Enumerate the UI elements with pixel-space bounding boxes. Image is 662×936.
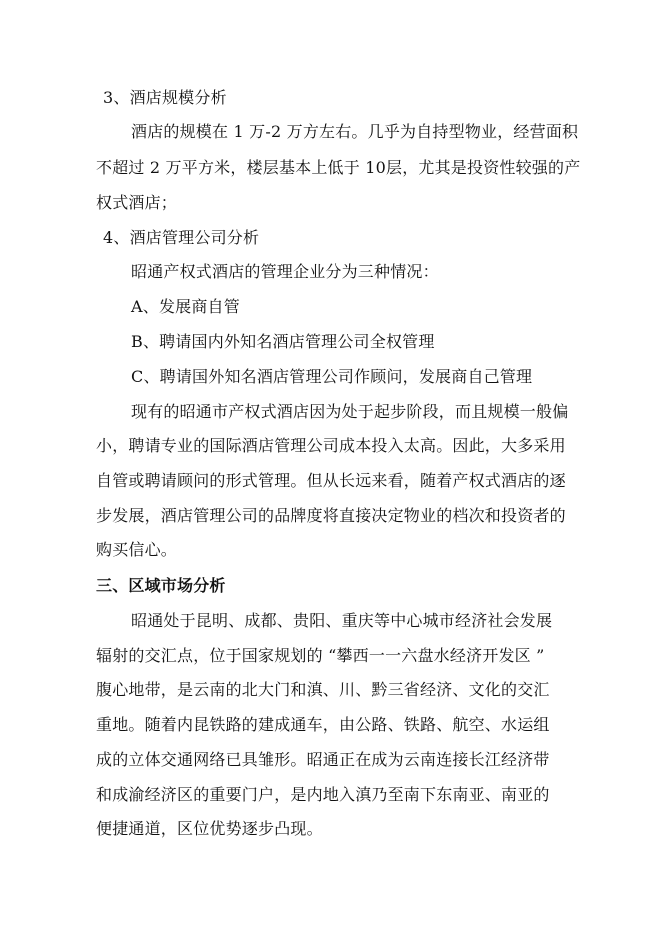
paragraph-line: 昭通处于昆明、成都、贵阳、重庆等中心城市经济社会发展 [131,611,553,630]
paragraph-line: 购买信心。 [96,540,178,559]
paragraph-line: 现有的昭通市产权式酒店因为处于起步阶段，而且规模一般偏 [131,402,569,421]
paragraph-line: 酒店的规模在 1 万-2 万方左右。几乎为自持型物业，经营面积 [131,122,579,141]
paragraph-line: 昭通产权式酒店的管理企业分为三种情况： [131,262,439,281]
heading-hotel-scale: 3、酒店规模分析 [103,88,227,107]
paragraph-line: 步发展，酒店管理公司的品牌度将直接决定物业的档次和投资者的 [96,506,566,525]
paragraph-line: 辐射的交汇点，位于国家规划的 “攀西一一六盘水经济开发区 ” [96,646,545,665]
paragraph-line: 小，聘请专业的国际酒店管理公司成本投入太高。因此，大多采用 [96,436,566,455]
paragraph-line: 成的立体交通网络已具雏形。昭通正在成为云南连接长江经济带 [96,750,550,769]
list-item: A、发展商自管 [131,297,240,316]
heading-hotel-management: 4、酒店管理公司分析 [103,228,260,247]
paragraph-line: 自管或聘请顾问的形式管理。但从长远来看，随着产权式酒店的逐 [96,471,566,490]
paragraph-line: 便捷通道，区位优势逐步凸现。 [96,819,323,838]
paragraph-line: 和成渝经济区的重要门户，是内地入滇乃至南下东南亚、南亚的 [96,785,550,804]
section-heading: 三、区域市场分析 [96,576,226,595]
list-item: C、聘请国外知名酒店管理公司作顾问，发展商自己管理 [131,367,533,386]
list-item: B、聘请国内外知名酒店管理公司全权管理 [131,332,435,351]
paragraph-line: 腹心地带，是云南的北大门和滇、川、黔三省经济、文化的交汇 [96,680,550,699]
paragraph-line: 不超过 2 万平方米，楼层基本上低于 10层，尤其是投资性较强的产 [96,158,581,177]
paragraph-line: 权式酒店； [96,193,178,212]
paragraph-line: 重地。随着内昆铁路的建成通车，由公路、铁路、航空、水运组 [96,715,550,734]
